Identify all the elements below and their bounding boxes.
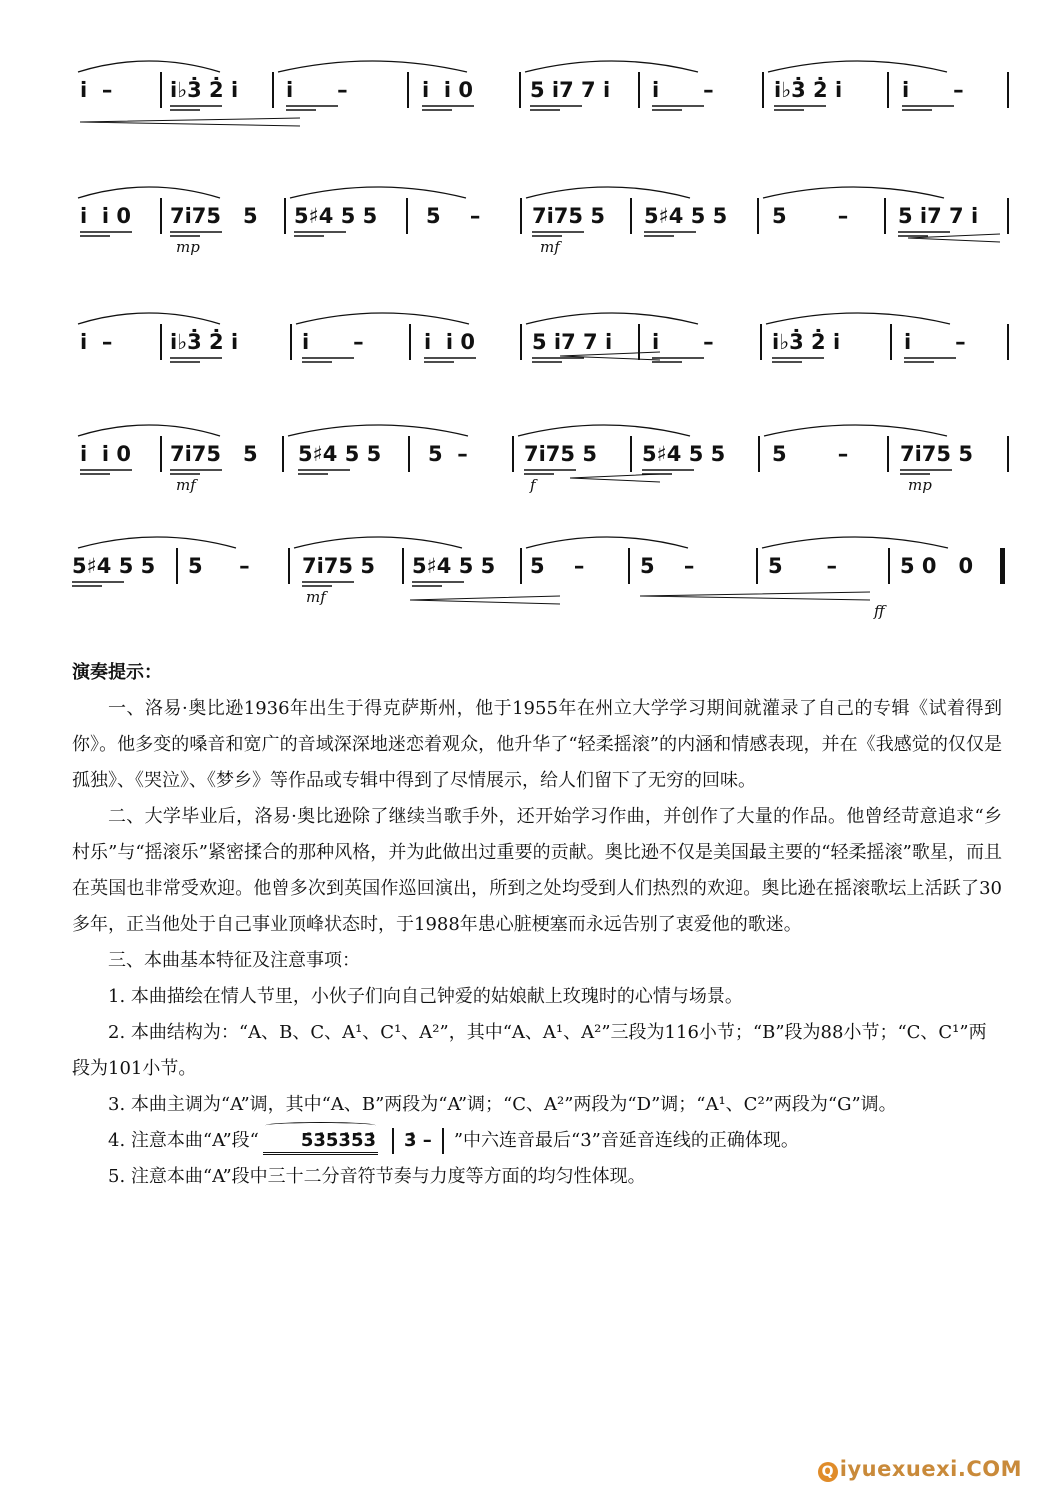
barline: [758, 436, 760, 472]
measure-notes: 5 –: [768, 554, 837, 578]
barline: [638, 324, 640, 360]
barline: [282, 436, 284, 472]
measure-notes: 5♯4 5 5: [72, 554, 156, 578]
barline: [272, 72, 274, 108]
item-4-end: ”中六连音最后“3̇”音延音连线的正确体现。: [453, 1130, 799, 1151]
measure-notes: i̇ i̇ 0: [80, 442, 131, 466]
measure-notes: 5♯4 5 5: [412, 554, 496, 578]
measure-notes: 5♯4 5 5: [294, 204, 378, 228]
barline: [290, 324, 292, 360]
measure-notes: 7i̇75 5: [170, 204, 258, 228]
measure-notes: i̇ –: [902, 78, 964, 102]
hairpin: [80, 118, 300, 126]
dynamic-marking: mp: [176, 238, 200, 256]
measure-notes: i̇ –: [80, 330, 113, 354]
barline: [520, 548, 522, 584]
score-row: [72, 546, 1012, 620]
paragraph-3: 三、本曲基本特征及注意事项：: [108, 950, 360, 971]
measure-notes: 7i̇75 5: [524, 442, 597, 466]
numbered-score: [0, 0, 1060, 640]
item-4-start: 4. 注意本曲“A”段“: [108, 1130, 259, 1151]
inline-barline: [442, 1128, 444, 1154]
barline: [288, 548, 290, 584]
barline: [760, 324, 762, 360]
score-row: [72, 196, 1012, 256]
dynamic-marking: mf: [306, 588, 326, 606]
notes-heading: 演奏提示：: [72, 662, 162, 683]
barline: [520, 198, 522, 234]
barline: [520, 324, 522, 360]
barline: [284, 198, 286, 234]
barline: [1007, 324, 1009, 360]
measure-notes: i̇ –: [652, 78, 714, 102]
score-row: [72, 322, 1012, 362]
barline: [176, 548, 178, 584]
barline: [888, 548, 890, 584]
measure-notes: 7i̇75 5: [302, 554, 375, 578]
measure-notes: i̇ –: [302, 330, 364, 354]
item-5: 5. 注意本曲“A”段中三十二分音符节奏与力度等方面的均匀性体现。: [108, 1166, 646, 1187]
measure-notes: 5 –: [428, 442, 468, 466]
barline: [887, 72, 889, 108]
barline: [1007, 72, 1009, 108]
measure-notes: 5 –: [772, 204, 849, 228]
item-4: [72, 1123, 1002, 1159]
final-barline: [1000, 548, 1005, 584]
score-row: [72, 70, 1012, 110]
measure-notes: i̇♭3̇ 2̇ i̇: [170, 78, 239, 102]
measure-notes: i̇ i̇ 0: [422, 78, 473, 102]
barline: [630, 436, 632, 472]
measure-notes: 5 i̇7 7 i̇: [898, 204, 979, 228]
item-2: 2. 本曲结构为：“A、B、C、A¹、C¹、A²”，其中“A、A¹、A²”三段为116小节；“B”段为88小节；“C、C¹”两段为101小节。: [72, 1022, 987, 1079]
measure-notes: 7i̇75 5: [532, 204, 605, 228]
barline: [160, 436, 162, 472]
watermark-logo-icon: Q: [818, 1462, 838, 1482]
barline: [407, 72, 409, 108]
barline: [756, 548, 758, 584]
barline: [406, 198, 408, 234]
measure-notes: i̇ –: [80, 78, 113, 102]
inline-barline: [392, 1128, 394, 1154]
measure-notes: 5 –: [772, 442, 849, 466]
measure-notes: 5 –: [640, 554, 695, 578]
barline: [890, 324, 892, 360]
barline: [402, 548, 404, 584]
paragraph-1: 一、洛易·奥比逊1936年出生于得克萨斯州，他于1955年在州立大学学习期间就灌录了自己的专辑《试着得到你》。他多变的嗓音和宽广的音域深深地迷恋着观众，他升华了“轻柔摇滚”的内涵和情感表现，并在《我感觉的仅仅是孤独》、《哭泣》、《梦乡》等作品或专辑中得到了尽情展示，给人们留下了无穷的回味。: [72, 698, 1002, 791]
measure-notes: i̇ –: [904, 330, 966, 354]
barline: [762, 72, 764, 108]
item-3: 3. 本曲主调为“A”调，其中“A、B”两段为“A”调；“C、A²”两段为“D”调；“A¹、C²”两段为“G”调。: [108, 1094, 897, 1115]
barline: [519, 72, 521, 108]
barline: [884, 198, 886, 234]
barline: [160, 324, 162, 360]
measure-notes: 5 –: [426, 204, 481, 228]
barline: [160, 72, 162, 108]
measure-notes: 5 0 0: [900, 554, 974, 578]
measure-notes: i̇ –: [652, 330, 714, 354]
watermark-text: iyuexuexi.COM: [839, 1457, 1022, 1481]
barline: [638, 72, 640, 108]
paragraph-2: 二、大学毕业后，洛易·奥比逊除了继续当歌手外，还开始学习作曲，并创作了大量的作品。他曾经苛意追求“乡村乐”与“摇滚乐”紧密揉合的那种风格，并为此做出过重要的贡献。奥比逊不仅是美国最主要的“轻柔摇滚”歌星，而且在英国也非常受欢迎。他曾多次到英国作巡回演出，所到之处均受到人们热烈的欢迎。奥比逊在摇滚歌坛上活跃了30多年，正当他处于自己事业顶峰状态时，于1988年患心脏梗塞而永远告别了衷爱他的歌迷。: [72, 806, 1002, 935]
barline: [408, 436, 410, 472]
measure-notes: 5♯4 5 5: [298, 442, 382, 466]
measure-notes: 7i̇75 5: [170, 442, 258, 466]
dynamic-marking: mf: [540, 238, 560, 256]
measure-notes: 5♯4 5 5: [644, 204, 728, 228]
dynamic-marking: mp: [908, 476, 932, 494]
measure-notes: 5 –: [530, 554, 585, 578]
dynamic-marking: f: [530, 476, 536, 494]
sextuplet-notation: 5̇3̇5̇3̇5̇3̇: [263, 1130, 378, 1155]
measure-notes: i̇♭3̇ 2̇ i̇: [772, 330, 841, 354]
measure-notes: i̇ i̇ 0: [80, 204, 131, 228]
performance-notes: [72, 655, 1002, 1195]
dynamic-marking: ff: [874, 602, 885, 620]
barline: [1007, 436, 1009, 472]
barline: [757, 198, 759, 234]
barline: [630, 198, 632, 234]
score-row: [72, 434, 1012, 494]
measure-notes: 5 i̇7 7 i̇: [530, 78, 611, 102]
measure-notes: 5 –: [188, 554, 250, 578]
measure-notes: i̇ i̇ 0: [424, 330, 475, 354]
measure-notes: 5 i̇7 7 i̇: [532, 330, 613, 354]
barline: [409, 324, 411, 360]
item-1: 1. 本曲描绘在情人节里，小伙子们向自己钟爱的姑娘献上玫瑰时的心情与场景。: [108, 986, 743, 1007]
measure-notes: i̇♭3̇ 2̇ i̇: [170, 330, 239, 354]
hairpin: [640, 592, 870, 600]
site-watermark: [818, 1457, 1022, 1482]
measure-notes: i̇ –: [286, 78, 348, 102]
barline: [1007, 198, 1009, 234]
dynamic-marking: mf: [176, 476, 196, 494]
measure-notes: i̇♭3̇ 2̇ i̇: [774, 78, 843, 102]
barline: [628, 548, 630, 584]
measure-notes: 5♯4 5 5: [642, 442, 726, 466]
hairpin: [570, 474, 660, 482]
barline: [160, 198, 162, 234]
measure-notes: 7i̇75 5: [900, 442, 973, 466]
barline: [512, 436, 514, 472]
inline-measure: 3̇ –: [404, 1130, 432, 1151]
hairpin: [410, 596, 560, 604]
barline: [887, 436, 889, 472]
